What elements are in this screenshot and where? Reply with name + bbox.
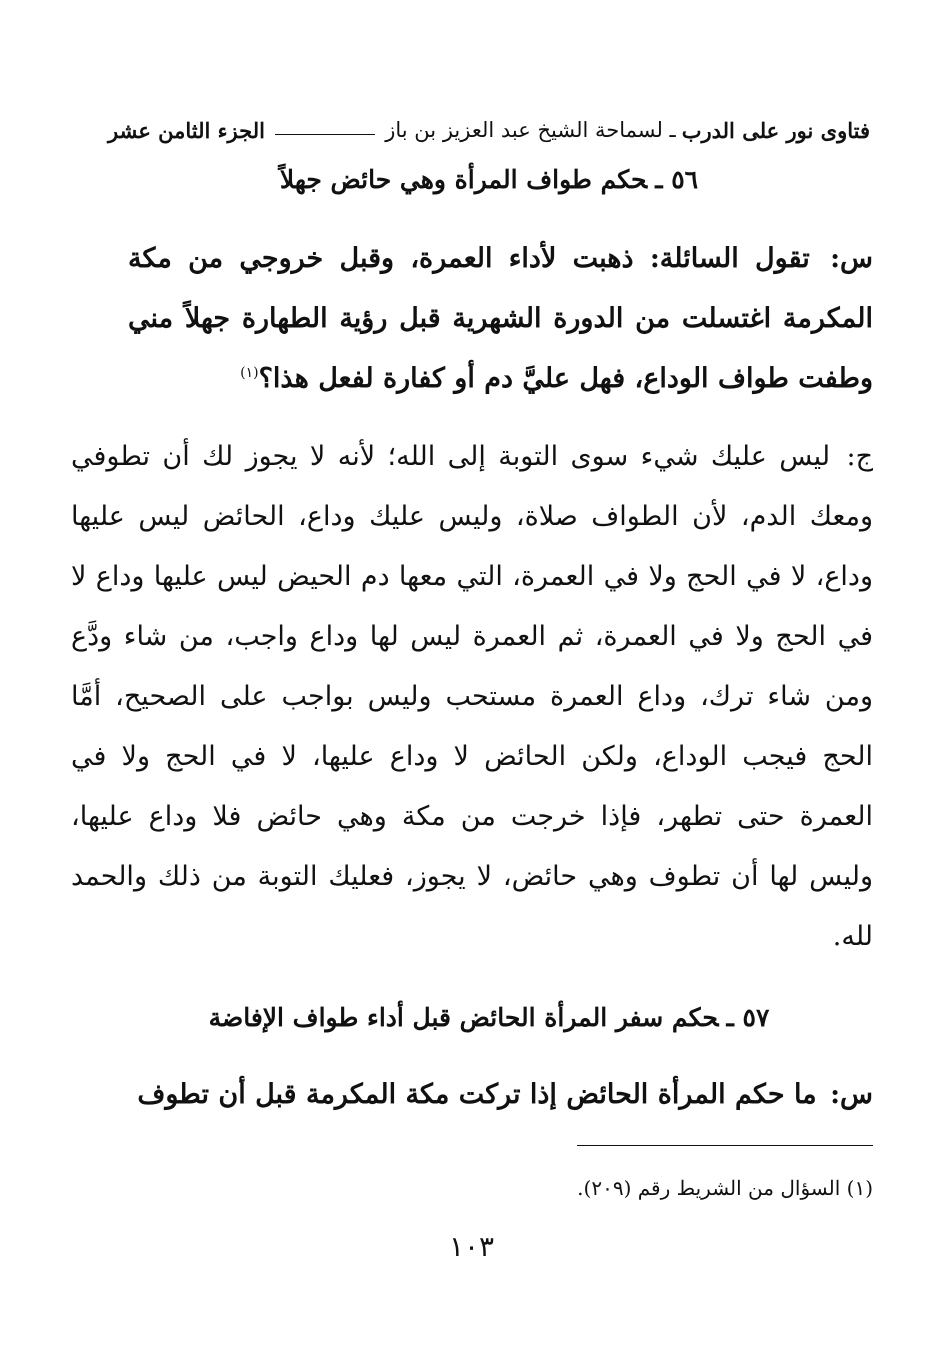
question-text: ما حكم المرأة الحائض إذا تركت مكة المكرمة قبل أن تطوف: [137, 1079, 817, 1110]
author-name: ـ لسماحة الشيخ عبد العزيز بن باز: [385, 118, 676, 142]
section-title: حكم طواف المرأة وهي حائض جهلاً: [279, 165, 648, 194]
volume-label: الجزء الثامن عشر: [108, 117, 265, 143]
question-text: تقول السائلة: ذهبت لأداء العمرة، وقبل خروجي من مكة المكرمة اغتسلت من الدورة الشهرية قبل رؤية الطهارة جهلاً مني وطفت طواف الوداع، فهل عليَّ دم أو كفارة لفعل هذا؟: [128, 243, 873, 394]
answer-prefix: ج:: [846, 441, 873, 472]
footnote: (١) السؤال من الشريط رقم (٢٠٩).: [577, 1176, 873, 1200]
footnote-marker: (١): [240, 365, 259, 381]
page-number: ١٠٣: [448, 1230, 495, 1263]
book-title: فتاوى نور على الدرب: [681, 117, 870, 143]
question-prefix: س:: [830, 1079, 873, 1110]
answer-paragraph-56: [71, 427, 873, 967]
header-rule: [275, 134, 375, 135]
footnote-divider: [577, 1145, 873, 1146]
running-header: [108, 112, 870, 148]
section-number: ٥٧ ـ: [726, 1003, 770, 1032]
section-heading-57: [108, 1003, 870, 1032]
question-paragraph-56: [128, 229, 873, 409]
section-title: حكم سفر المرأة الحائض قبل أداء طواف الإفاضة: [208, 1003, 719, 1032]
section-number: ٥٦ ـ: [655, 165, 699, 194]
answer-text: ليس عليك شيء سوى التوبة إلى الله؛ لأنه لا يجوز لك أن تطوفي ومعك الدم، لأن الطواف صلاة، وليس عليك وداع، الحائض ليس عليها وداع، لا في الحج ولا في العمرة، التي معها دم الحيض ليس عليها وداع لا في الحج ولا في العمرة، ثم العمرة ليس لها وداع واجب، من شاء ودَّع ومن شاء ترك، وداع العمرة مستحب وليس بواجب على الصحيح، أمَّا الحج فيجب الوداع، ولكن الحائض لا وداع عليها، لا في الحج ولا في العمرة حتى تطهر، فإذا خرجت من مكة وهي حائض فلا وداع عليها، وليس لها أن تطوف وهي حائض، لا يجوز، فعليك التوبة من ذلك والحمد لله.: [71, 441, 873, 952]
question-paragraph-57: [128, 1065, 873, 1125]
section-heading-56: [108, 165, 870, 194]
question-prefix: س:: [830, 243, 873, 274]
